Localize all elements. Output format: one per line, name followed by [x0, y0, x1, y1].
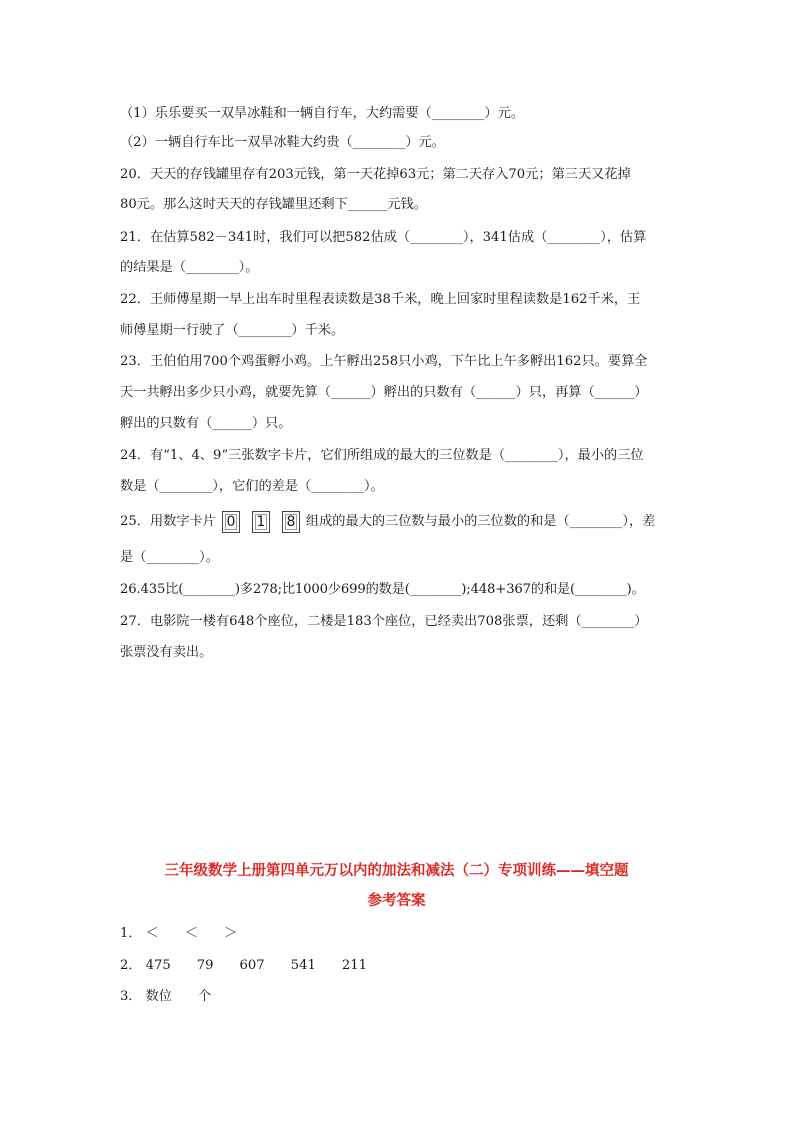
answer-value: ＜	[145, 926, 159, 941]
answer-1	[120, 925, 237, 943]
question-23-line-2: 天一共孵出多少只小鸡，就要先算（______）孵出的只数有（______）只，再算（______）	[120, 385, 648, 400]
answer-section-title: 三年级数学上册第四单元万以内的加法和减法（二）专项训练——填空题	[164, 862, 629, 879]
answer-value: 541	[290, 958, 316, 973]
digit-card: 8	[282, 511, 300, 533]
answer-value: 475	[145, 958, 171, 973]
question-22-line-1: 22．王师傅星期一早上出车时里程表读数是38千米，晚上回家时里程读数是162千米，王	[120, 292, 641, 307]
answer-value: 79	[196, 958, 214, 973]
question-27-line-1: 27．电影院一楼有648个座位，二楼是183个座位，已经卖出708张票，还剩（________）	[120, 614, 648, 629]
answer-value: 211	[341, 958, 368, 973]
question-22-line-2: 师傅星期一行驶了（________）千米。	[120, 323, 345, 338]
question-19-part-2: （2）一辆自行车比一双旱冰鞋大约贵（________）元。	[120, 135, 445, 150]
question-20-line-1: 20．天天的存钱罐里存有203元钱，第一天花掉63元；第二天存入70元；第三天又花掉	[120, 167, 631, 182]
question-27-line-2: 张票没有卖出。	[120, 645, 213, 660]
question-25-prefix: 25．用数字卡片	[120, 514, 216, 529]
answer-value: 数位	[145, 989, 172, 1004]
question-23-line-1: 23．王伯伯用700个鸡蛋孵小鸡。上午孵出258只小鸡，下午比上午多孵出162只。要算全	[120, 354, 648, 369]
question-23-line-3: 孵出的只数有（______）只。	[120, 416, 292, 431]
answer-number: 1．	[120, 926, 142, 941]
question-19-part-1: （1）乐乐要买一双旱冰鞋和一辆自行车，大约需要（________）元。	[120, 106, 525, 121]
question-24-line-1: 24．有“1、4、9”三张数字卡片，它们所组成的最大的三位数是（________），最小的三位	[120, 448, 644, 463]
question-25-suffix: 组成的最大的三位数与最小的三位数的和是（________），差	[305, 514, 656, 529]
answer-section-subtitle: 参考答案	[367, 892, 426, 909]
question-25-line-2: 是（________）。	[120, 550, 219, 565]
answer-number: 3．	[120, 989, 142, 1004]
question-21-line-2: 的结果是（________）。	[120, 260, 259, 275]
answer-2	[120, 957, 367, 975]
answer-value: ＞	[223, 926, 238, 941]
question-25-line-1	[120, 510, 676, 534]
digit-card: 1	[252, 511, 270, 533]
digit-card: 0	[222, 511, 240, 533]
question-21-line-1: 21．在估算582－341时，我们可以把582估成（________），341估成（________），估算	[120, 230, 647, 245]
question-20-line-2: 80元。那么这时天天的存钱罐里还剩下______元钱。	[120, 197, 427, 212]
question-26: 26.435比(________)多278;比1000少699的数是(________);448+367的和是(________)。	[120, 582, 645, 597]
answer-value: 个	[197, 989, 212, 1004]
answer-value: ＜	[184, 926, 198, 941]
answer-3	[120, 988, 211, 1006]
answer-value: 607	[239, 958, 265, 973]
answer-number: 2．	[120, 958, 142, 973]
question-24-line-2: 数是（________），它们的差是（________）。	[120, 479, 384, 494]
